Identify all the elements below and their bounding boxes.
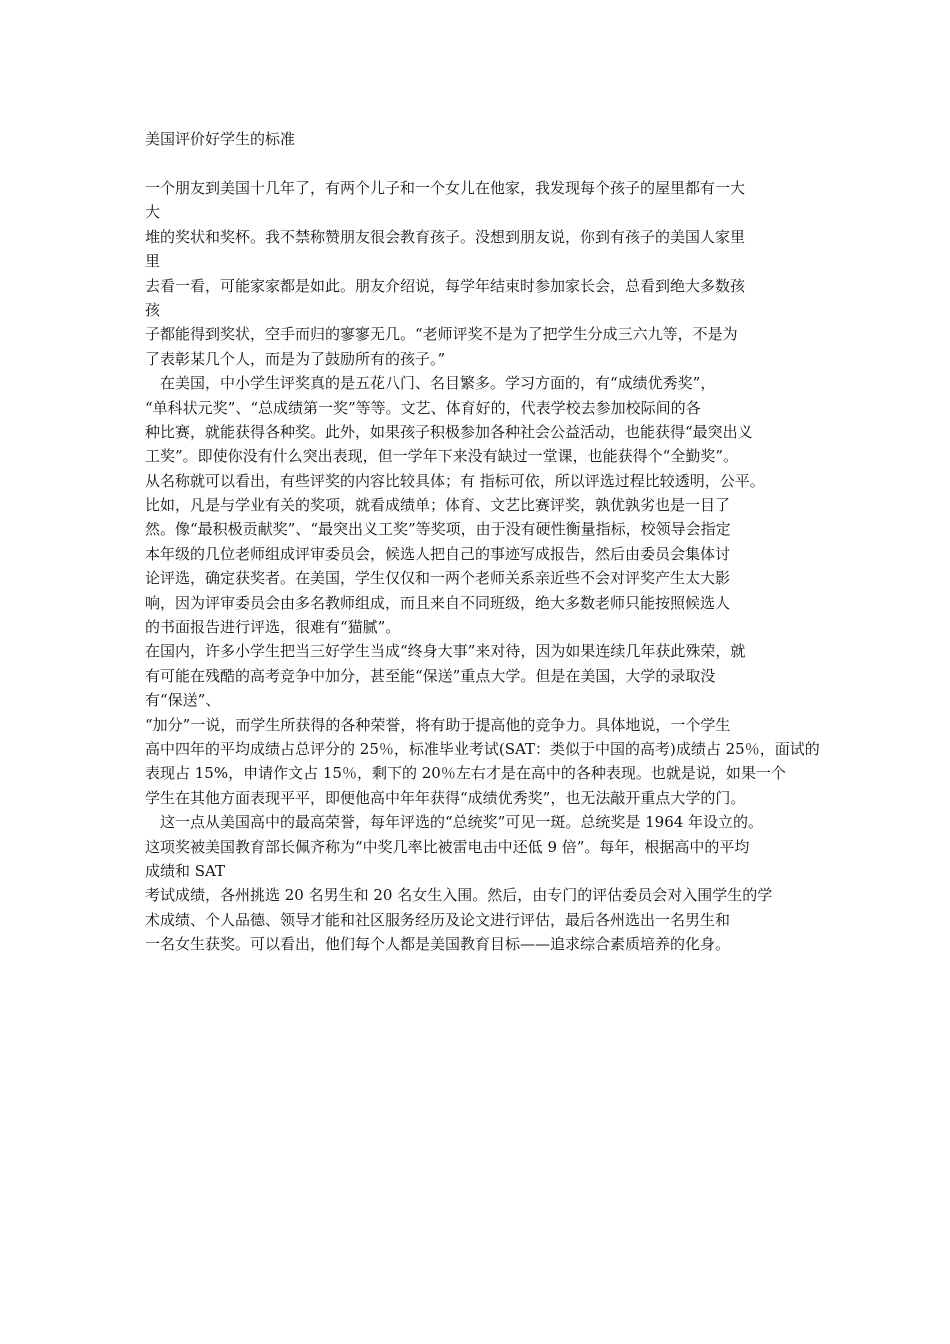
body-line: 考试成绩，各州挑选 20 名男生和 20 名女生入围。然后，由专门的评估委员会对入围学生的学 [145, 886, 773, 905]
document-title: 美国评价好学生的标准 [145, 130, 296, 148]
body-line: 有“保送”、 [145, 691, 221, 710]
body-line: 子都能得到奖状，空手而归的寥寥无几。“老师评奖不是为了把学生分成三六九等，不是为 [145, 325, 738, 344]
body-line: 表现占 15%，申请作文占 15％，剩下的 20％左右才是在高中的各种表现。也就是说，如果一个 [145, 764, 786, 783]
body-line: 有可能在残酷的高考竞争中加分，甚至能“保送”重点大学。但是在美国，大学的录取没 [145, 666, 716, 685]
body-line: 种比赛，就能获得各种奖。此外，如果孩子积极参加各种社会公益活动，也能获得“最突出义 [145, 422, 753, 441]
body-line: 论评选，确定获奖者。在美国，学生仅仅和一两个老师关系亲近些不会对评奖产生太大影 [145, 569, 731, 588]
body-line: 在国内，许多小学生把当三好学生当成“终身大事”来对待，因为如果连续几年获此殊荣，就 [145, 642, 746, 661]
body-line: 孩 [145, 300, 161, 319]
body-line: 成绩和 SAT [145, 861, 226, 880]
body-line: 在美国，中小学生评奖真的是五花八门、名目繁多。学习方面的，有“成绩优秀奖”， [145, 374, 716, 393]
body-line: 一个朋友到美国十几年了，有两个儿子和一个女儿在他家，我发现每个孩子的屋里都有一大 [145, 179, 746, 197]
body-line: 这项奖被美国教育部长佩齐称为“中奖几率比被雷电击中还低 9 倍”。每年，根据高中的平均 [145, 837, 750, 856]
body-line: 去看一看，可能家家都是如此。朋友介绍说，每学年结束时参加家长会，总看到绝大多数孩 [145, 276, 746, 295]
body-line: “加分”一说，而学生所获得的各种荣誉，将有助于提高他的竞争力。具体地说，一个学生 [145, 715, 731, 734]
body-line: 响，因为评审委员会由多名教师组成，而且来自不同班级，绝大多数老师只能按照候选人 [145, 593, 731, 612]
body-line: “单科状元奖”、“总成绩第一奖”等等。文艺、体育好的，代表学校去参加校际间的各 [145, 398, 701, 417]
body-line: 一名女生获奖。可以看出，他们每个人都是美国教育目标——追求综合素质培养的化身。 [145, 935, 731, 954]
body-line: 本年级的几位老师组成评审委员会，候选人把自己的事迹写成报告，然后由委员会集体讨 [145, 544, 731, 563]
body-line: 的书面报告进行评选，很难有“猫腻”。 [145, 618, 401, 637]
body-line: 工奖”。即使你没有什么突出表现，但一学年下来没有缺过一堂课，也能获得个“全勤奖”。 [145, 447, 739, 466]
body-line: 了表彰某几个人，而是为了鼓励所有的孩子。” [145, 349, 446, 368]
body-line: 从名称就可以看出，有些评奖的内容比较具体；有 指标可依，所以评选过程比较透明，公平。 [145, 471, 765, 490]
body-line: 堆的奖状和奖杯。我不禁称赞朋友很会教育孩子。没想到朋友说，你到有孩子的美国人家里 [145, 227, 746, 246]
body-line: 术成绩、个人品德、领导才能和社区服务经历及论文进行评估，最后各州选出一名男生和 [145, 910, 731, 929]
document-body [145, 176, 820, 957]
body-line: 高中四年的平均成绩占总评分的 25％，标准毕业考试(SAT：类似于中国的高考)成绩占 25％，面试的 [145, 739, 820, 758]
body-line: 里 [145, 252, 161, 271]
body-line: 这一点从美国高中的最高荣誉，每年评选的“总统奖”可见一斑。总统奖是 1964 年设立的。 [145, 813, 764, 832]
body-line: 然。像“最积极贡献奖”、“最突出义工奖”等奖项，由于没有硬性衡量指标，校领导会指定 [145, 520, 731, 539]
body-line: 大 [145, 203, 161, 222]
body-line: 比如，凡是与学业有关的奖项，就看成绩单；体育、文艺比赛评奖，孰优孰劣也是一目了 [145, 496, 731, 515]
body-line: 学生在其他方面表现平平，即便他高中年年获得“成绩优秀奖”，也无法敲开重点大学的门。 [145, 788, 746, 807]
